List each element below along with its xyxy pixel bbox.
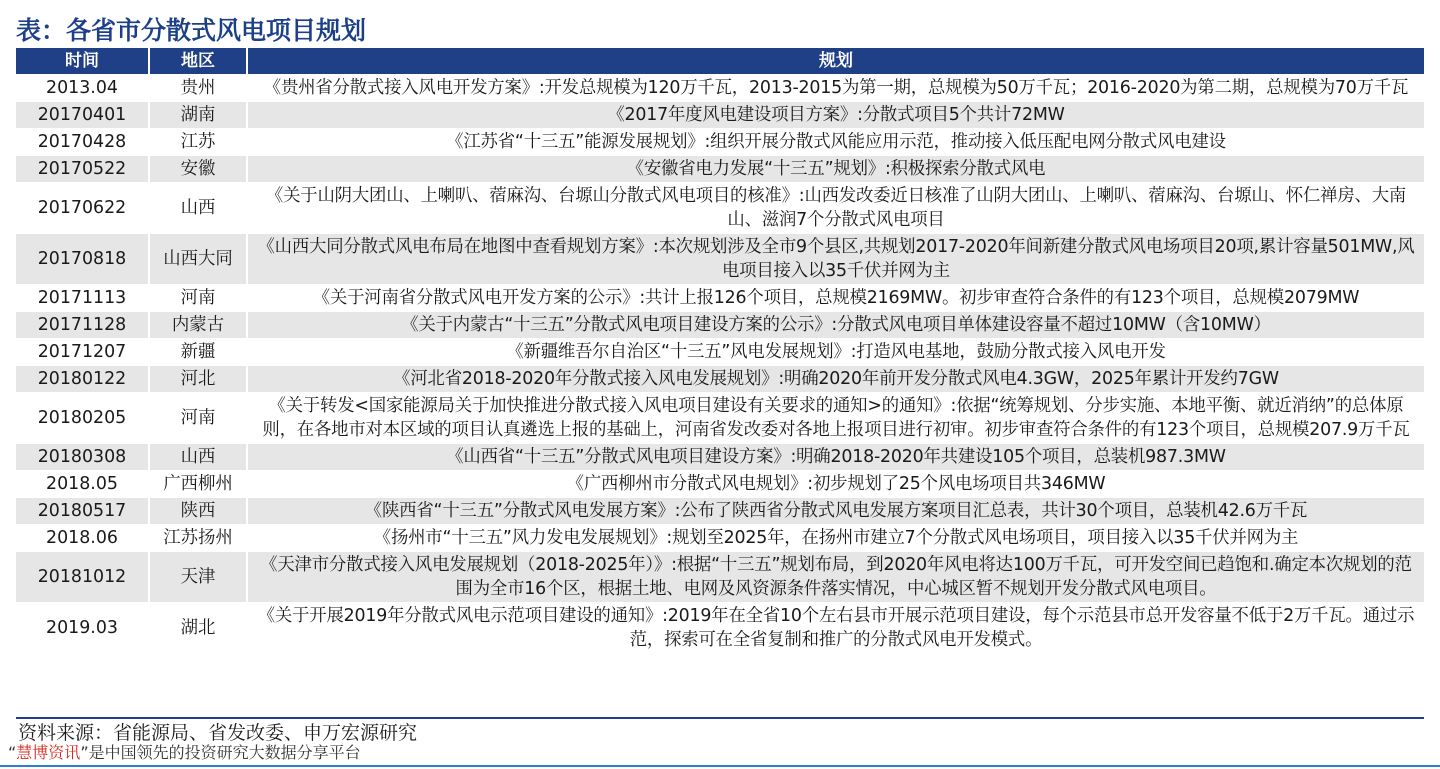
cell-region: 天津 xyxy=(148,551,246,602)
table-row xyxy=(16,311,1424,338)
cell-time: 2018.06 xyxy=(16,524,148,551)
cell-region: 湖南 xyxy=(148,101,246,128)
cell-plan: 《河北省2018-2020年分散式接入风电发展规划》:明确2020年前开发分散式风电4.3GW，2025年累计开发约7GW xyxy=(246,365,1424,392)
cell-plan: 《扬州市“十三五”风力发电发展规划》:规划至2025年，在扬州市建立7个分散式风电场项目，项目接入以35千伏并网为主 xyxy=(246,524,1424,551)
cell-region: 广西柳州 xyxy=(148,470,246,497)
table-row xyxy=(16,101,1424,128)
cell-time: 20171207 xyxy=(16,338,148,365)
wind-plan-table xyxy=(16,48,1424,653)
cell-time: 2018.05 xyxy=(16,470,148,497)
table-row xyxy=(16,365,1424,392)
cell-region: 山西 xyxy=(148,443,246,470)
cell-plan: 《2017年度风电建设项目方案》:分散式项目5个共计72MW xyxy=(246,101,1424,128)
cell-time: 20170428 xyxy=(16,128,148,155)
cell-region: 江苏 xyxy=(148,128,246,155)
table-row xyxy=(16,443,1424,470)
watermark xyxy=(8,742,361,764)
cell-plan: 《安徽省电力发展“十三五”规划》:积极探索分散式风电 xyxy=(246,155,1424,182)
table-row xyxy=(16,470,1424,497)
cell-region: 安徽 xyxy=(148,155,246,182)
cell-time: 20171128 xyxy=(16,311,148,338)
source-note: 资料来源：省能源局、省发改委、申万宏源研究 xyxy=(18,722,418,744)
cell-region: 山西大同 xyxy=(148,233,246,284)
cell-plan: 《江苏省“十三五”能源发展规划》:组织开展分散式风能应用示范，推动接入低压配电网分散式风电建设 xyxy=(246,128,1424,155)
cell-time: 2019.03 xyxy=(16,602,148,653)
cell-region: 河南 xyxy=(148,284,246,311)
page-title: 表：各省市分散式风电项目规划 xyxy=(16,16,367,45)
table-row xyxy=(16,392,1424,443)
watermark-text: ”是中国领先的投资研究大数据分享平台 xyxy=(80,743,361,762)
table-row xyxy=(16,338,1424,365)
table-row xyxy=(16,602,1424,653)
table-row xyxy=(16,497,1424,524)
table-row xyxy=(16,155,1424,182)
table-row xyxy=(16,182,1424,233)
watermark-brand: 慧博资讯 xyxy=(16,743,81,762)
cell-plan: 《关于开展2019年分散式风电示范项目建设的通知》:2019年在全省10个左右县市开展示范项目建设，每个示范县市总开发容量不低于2万千瓦。通过示范，探索可在全省复制和推广的分散式风电开发模式。 xyxy=(246,602,1424,653)
cell-plan: 《关于内蒙古“十三五”分散式风电项目建设方案的公示》:分散式风电项目单体建设容量不超过10MW（含10MW） xyxy=(246,311,1424,338)
cell-plan: 《天津市分散式接入风电发展规划（2018-2025年）》:根据“十三五”规划布局，到2020年风电将达100万千瓦，可开发空间已趋饱和.确定本次规划的范围为全市16个区，根据土地、电网及风资源条件落实情况，中心城区暂不规划开发分散式风电项目。 xyxy=(246,551,1424,602)
cell-time: 20170818 xyxy=(16,233,148,284)
cell-region: 湖北 xyxy=(148,602,246,653)
table-body xyxy=(16,74,1424,653)
cell-region: 陕西 xyxy=(148,497,246,524)
cell-time: 20170522 xyxy=(16,155,148,182)
cell-time: 20170622 xyxy=(16,182,148,233)
cell-time: 20181012 xyxy=(16,551,148,602)
cell-region: 河北 xyxy=(148,365,246,392)
cell-region: 新疆 xyxy=(148,338,246,365)
cell-plan: 《广西柳州市分散式风电规划》:初步规划了25个风电场项目共346MW xyxy=(246,470,1424,497)
cell-region: 内蒙古 xyxy=(148,311,246,338)
cell-plan: 《山西省“十三五”分散式风电项目建设方案》:明确2018-2020年共建设105个项目，总装机987.3MW xyxy=(246,443,1424,470)
table-row xyxy=(16,284,1424,311)
watermark-open-quote: “ xyxy=(8,743,17,762)
table-row xyxy=(16,233,1424,284)
table-header-row xyxy=(16,48,1424,74)
cell-region: 贵州 xyxy=(148,74,246,101)
cell-time: 20180122 xyxy=(16,365,148,392)
header-plan: 规划 xyxy=(246,48,1424,74)
cell-plan: 《关于山阴大团山、上喇叭、蓿麻沟、台塬山分散式风电项目的核准》:山西发改委近日核准了山阴大团山、上喇叭、蓿麻沟、台塬山、怀仁禅房、大南山、滋润7个分散式风电项目 xyxy=(246,182,1424,233)
cell-time: 20180205 xyxy=(16,392,148,443)
cell-region: 江苏扬州 xyxy=(148,524,246,551)
table-row xyxy=(16,524,1424,551)
header-time: 时间 xyxy=(16,48,148,74)
cell-region: 山西 xyxy=(148,182,246,233)
cell-plan: 《贵州省分散式接入风电开发方案》:开发总规模为120万千瓦，2013-2015为第一期，总规模为50万千瓦；2016-2020为第二期，总规模为70万千瓦 xyxy=(246,74,1424,101)
header-region: 地区 xyxy=(148,48,246,74)
table-bottom-rule xyxy=(16,717,1424,719)
cell-time: 20180308 xyxy=(16,443,148,470)
table-row xyxy=(16,74,1424,101)
cell-plan: 《陕西省“十三五”分散式风电发展方案》:公布了陕西省分散式风电发展方案项目汇总表，共计30个项目，总装机42.6万千瓦 xyxy=(246,497,1424,524)
cell-region: 河南 xyxy=(148,392,246,443)
cell-plan: 《关于河南省分散式风电开发方案的公示》:共计上报126个项目，总规模2169MW。初步审查符合条件的有123个项目，总规模2079MW xyxy=(246,284,1424,311)
cell-plan: 《山西大同分散式风电布局在地图中查看规划方案》:本次规划涉及全市9个县区,共规划2017-2020年间新建分散式风电场项目20项,累计容量501MW,风电项目接入以35千伏并网为主 xyxy=(246,233,1424,284)
cell-time: 20171113 xyxy=(16,284,148,311)
cell-time: 20170401 xyxy=(16,101,148,128)
cell-plan: 《新疆维吾尔自治区“十三五”风电发展规划》:打造风电基地，鼓励分散式接入风电开发 xyxy=(246,338,1424,365)
cell-time: 2013.04 xyxy=(16,74,148,101)
table-row xyxy=(16,128,1424,155)
cell-plan: 《关于转发<国家能源局关于加快推进分散式接入风电项目建设有关要求的通知>的通知》:依据“统筹规划、分步实施、本地平衡、就近消纳”的总体原则，在各地市对本区域的项目认真遴选上报的基础上，河南省发改委对各地上报项目进行初审。初步审查符合条件的有123个项目，总规模207.9万千瓦 xyxy=(246,392,1424,443)
footer-line xyxy=(0,765,1440,767)
table-row xyxy=(16,551,1424,602)
cell-time: 20180517 xyxy=(16,497,148,524)
